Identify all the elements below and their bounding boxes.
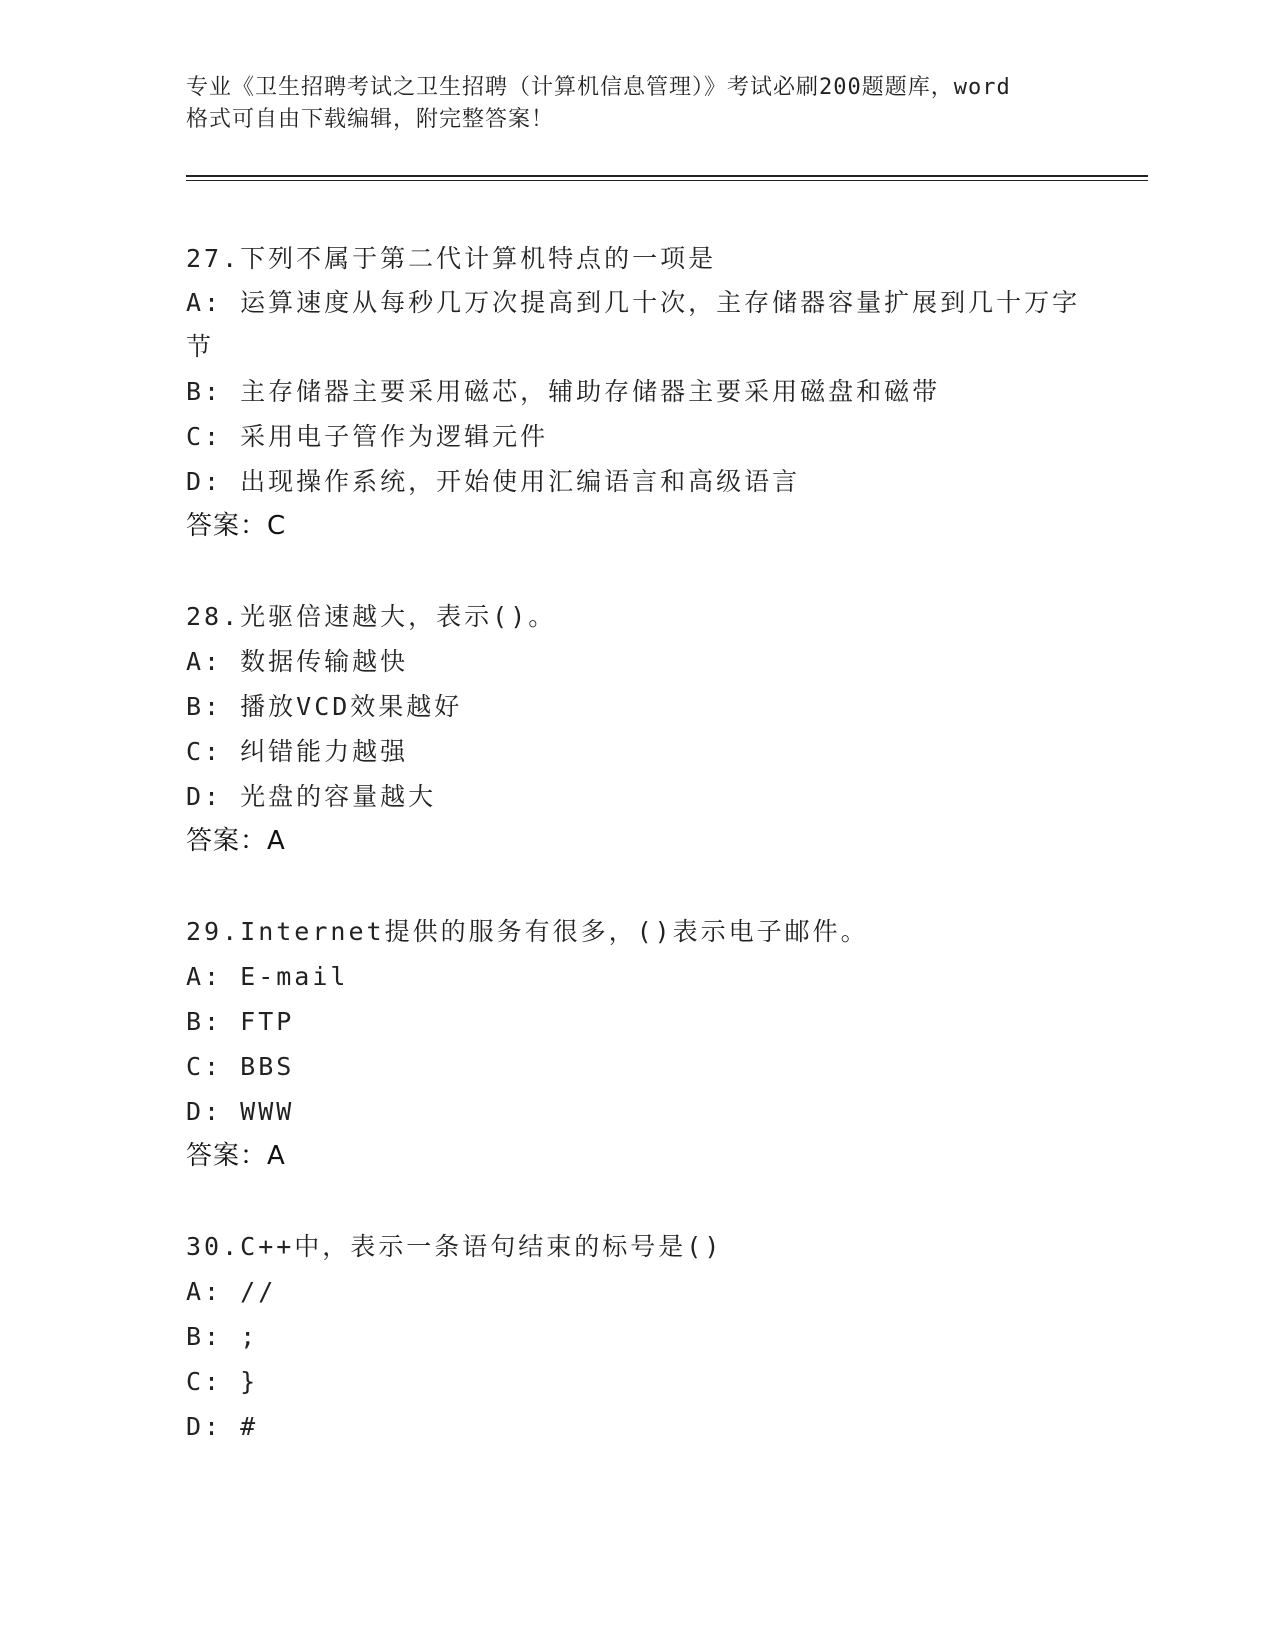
question-title: 29.Internet提供的服务有很多，()表示电子邮件。: [186, 917, 869, 946]
question-title: 28.光驱倍速越大，表示()。: [186, 602, 557, 631]
option-b: B: FTP: [186, 1007, 295, 1036]
question-30: [186, 1224, 1106, 1449]
answer: 答案：A: [186, 1141, 286, 1171]
option-c: C: BBS: [186, 1052, 295, 1081]
header-line-2: 格式可自由下载编辑，附完整答案！: [186, 107, 555, 132]
header-divider-bottom: [186, 180, 1148, 181]
option-a: A: //: [186, 1277, 277, 1306]
header-line-1: 专业《卫生招聘考试之卫生招聘（计算机信息管理）》考试必刷200题题库，word: [186, 75, 1011, 100]
option-b: B: 播放VCD效果越好: [186, 692, 463, 721]
option-a: A: 运算速度从每秒几万次提高到几十次，主存储器容量扩展到几十万字节: [186, 288, 1081, 361]
option-c: C: 采用电子管作为逻辑元件: [186, 422, 549, 451]
question-title: 30.C++中，表示一条语句结束的标号是(): [186, 1232, 723, 1261]
question-title: 27.下列不属于第二代计算机特点的一项是: [186, 244, 717, 273]
option-d: D: #: [186, 1412, 259, 1441]
answer: 答案：A: [186, 826, 286, 856]
option-a: A: 数据传输越快: [186, 647, 409, 676]
question-27: [186, 236, 1106, 549]
option-a: A: E-mail: [186, 962, 349, 991]
answer: 答案：C: [186, 511, 287, 541]
option-d: D: WWW: [186, 1097, 295, 1126]
question-list: [186, 236, 1106, 1494]
question-29: [186, 909, 1106, 1179]
option-d: D: 出现操作系统，开始使用汇编语言和高级语言: [186, 467, 801, 496]
document-header: [186, 72, 1086, 136]
question-28: [186, 594, 1106, 864]
option-b: B: ;: [186, 1322, 259, 1351]
option-b: B: 主存储器主要采用磁芯，辅助存储器主要采用磁盘和磁带: [186, 377, 941, 406]
option-c: C: }: [186, 1367, 259, 1396]
header-divider-top: [186, 175, 1148, 177]
option-c: C: 纠错能力越强: [186, 737, 409, 766]
option-d: D: 光盘的容量越大: [186, 782, 437, 811]
